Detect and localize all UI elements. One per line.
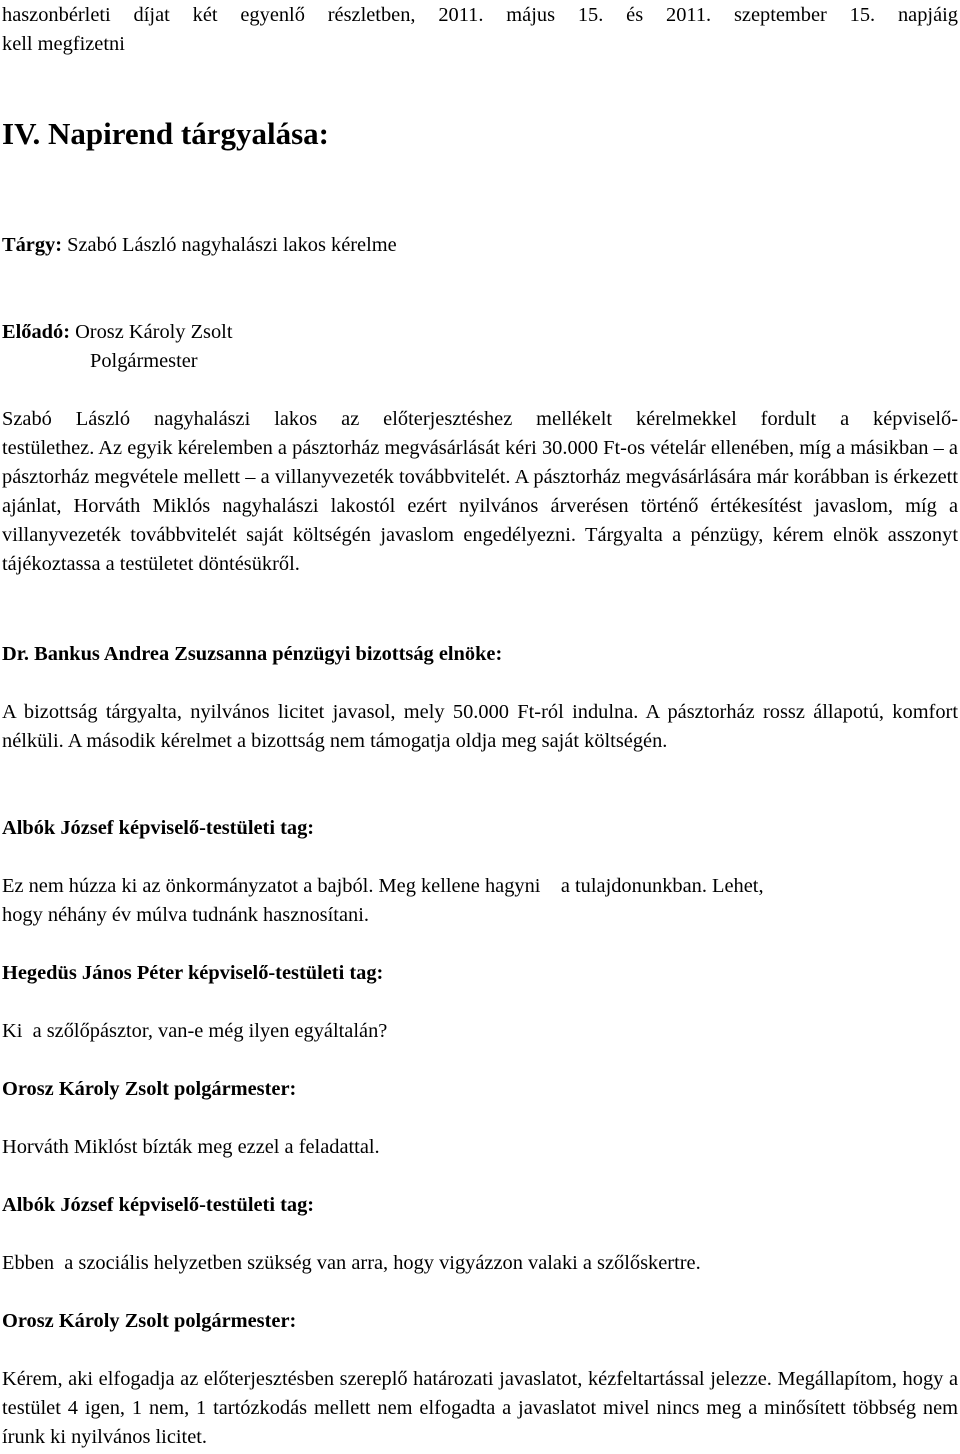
intro-line-1: haszonbérleti díjat két egyenlő részletben, 2011. május 15. és 2011. szeptember 15. napjáig [2,4,958,26]
subject-line [2,231,397,260]
presenter-name: Orosz Károly Zsolt [69,321,233,343]
presenter-label: Előadó: [2,321,70,343]
speaker-heading: Dr. Bankus Andrea Zsuzsanna pénzügyi bizottság elnöke: [2,643,503,665]
subject-label: Tárgy: [2,234,63,256]
speaker-text-line-2: hogy néhány év múlva tudnánk hasznosítani. [2,904,369,926]
speaker-heading: Orosz Károly Zsolt polgármester: [2,1078,297,1100]
intro-line-2: kell megfizetni [2,33,125,55]
presenter-line [2,318,233,347]
speaker-heading: Albók József képviselő-testületi tag: [2,1194,315,1216]
paragraph-1-line-1: Szabó László nagyhalászi lakos az előterjesztéshez mellékelt kérelmekkel fordult a képviselő- [2,408,958,430]
section-heading: IV. Napirend tárgyalása: [2,116,329,151]
speaker-text: Ebben a szociális helyzetben szükség van arra, hogy vigyázzon valaki a szőlőskertre. [2,1252,701,1274]
paragraph-1-body: testülethez. Az egyik kérelemben a pásztorház megvásárlását kéri 30.000 Ft-os vételár ellenében, míg a másikban – a pásztorház megvétele mellett – a villanyvezeték továbbvitelét. A pásztorház megvásárlására már korábban is érkezett ajánlat, Horváth Miklós nagyhalászi lakostól ezért nyilvános árverésen történő értékesítést javaslom, míg a villanyvezeték továbbvitelét saját költségén javaslom engedélyezni. Tárgyalta a pénzügy, kérem elnök asszonyt tájékoztassa a testületet döntésükről. [2,437,958,575]
speaker-heading: Orosz Károly Zsolt polgármester: [2,1310,297,1332]
speaker-text-line-1: Ez nem húzza ki az önkormányzatot a bajból. Meg kellene hagyni a tulajdonunkban. Lehet, [2,875,764,897]
speaker-text: Ki a szőlőpásztor, van-e még ilyen egyáltalán? [2,1020,388,1042]
speaker-heading: Albók József képviselő-testületi tag: [2,817,315,839]
speaker-text: Kérem, aki elfogadja az előterjesztésben szereplő határozati javaslatot, kézfeltartással jelezze. Megállapítom, hogy a testület 4 igen, 1 nem, 1 tartózkodás mellett nem elfogadta a javaslatot mivel nincs meg a minősített többség nem írunk ki nyilvános licitet. [2,1368,958,1448]
speaker-text: A bizottság tárgyalta, nyilvános licitet javasol, mely 50.000 Ft-ról indulna. A pásztorház rossz állapotú, komfort nélküli. A második kérelmet a bizottság nem támogatja oldja meg saját költségén. [2,701,958,752]
speaker-text: Horváth Miklóst bízták meg ezzel a feladattal. [2,1136,380,1158]
presenter-title: Polgármester [90,350,198,372]
speaker-heading: Hegedüs János Péter képviselő-testületi tag: [2,962,384,984]
subject-value: Szabó László nagyhalászi lakos kérelme [62,234,397,256]
